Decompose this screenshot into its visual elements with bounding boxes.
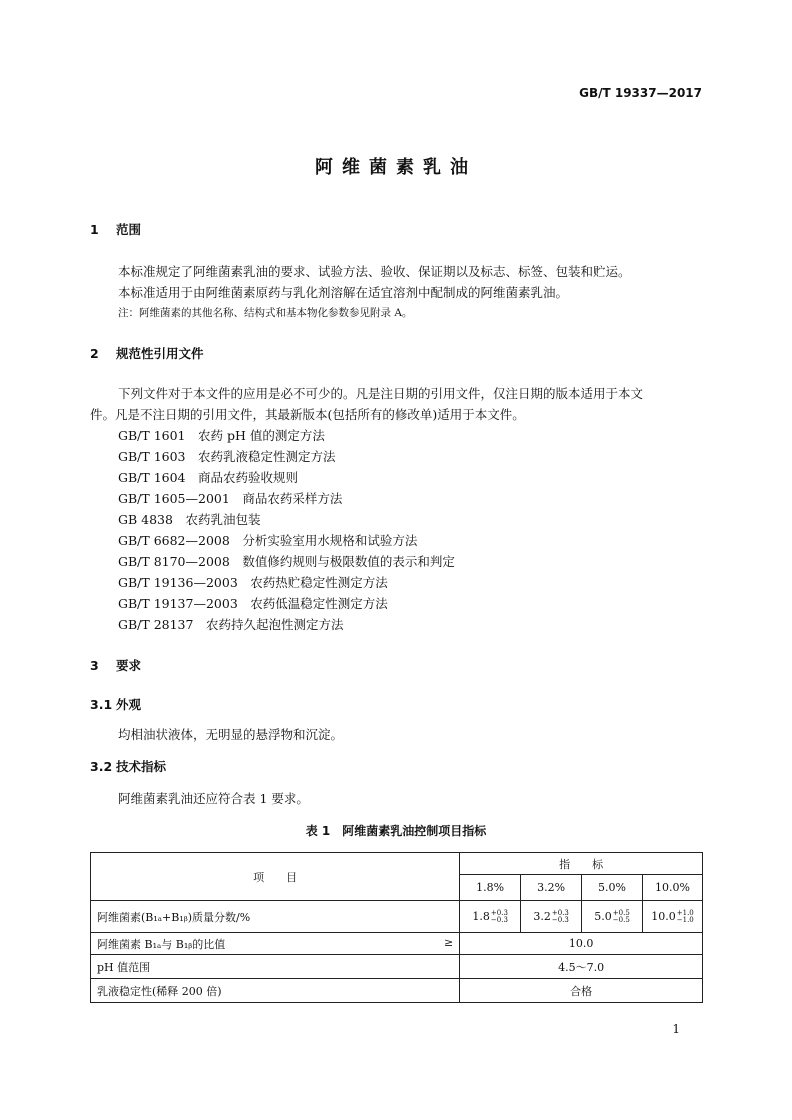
value-base: 10.0: [651, 909, 676, 923]
reference-item: GB 4838 农药乳油包装: [118, 512, 261, 527]
ratio-sign: ≥: [443, 935, 454, 949]
mass-fraction-value: [460, 901, 521, 933]
table-row: [91, 901, 703, 933]
value-base: 5.0: [594, 909, 612, 923]
section-title: 规范性引用文件: [116, 346, 204, 361]
section-title: 范围: [116, 222, 142, 237]
section-3-1-heading: [90, 695, 141, 713]
reference-item: GB/T 1604 商品农药验收规则: [118, 470, 299, 485]
appearance-text: 均相油状液体，无明显的悬浮物和沉淀。: [118, 727, 344, 742]
upper-tolerance: +0.3: [490, 908, 508, 917]
spec-table: [90, 852, 703, 1003]
normative-intro-line-2: 件。凡是不注日期的引用文件，其最新版本(包括所有的修改单)适用于本文件。: [90, 407, 525, 422]
scope-paragraph-1: 本标准规定了阿维菌素乳油的要求、试验方法、验收、保证期以及标志、标签、包装和贮运。: [118, 264, 631, 279]
section-title: 技术指标: [116, 759, 167, 774]
reference-item: GB/T 28137 农药持久起泡性测定方法: [118, 617, 344, 632]
section-number: 1: [90, 222, 99, 237]
document-code: GB/T 19337—2017: [579, 86, 702, 100]
emulsion-label: 乳液稳定性(稀释 200 倍): [91, 979, 460, 1003]
spec-header: 指 标: [460, 853, 703, 875]
mass-fraction-label: 阿维菌素(B₁ₐ+B₁ᵦ)质量分数/%: [91, 901, 460, 933]
section-1-heading: [90, 220, 141, 238]
mass-fraction-value: [521, 901, 582, 933]
section-number: 2: [90, 346, 99, 361]
lower-tolerance: −0.5: [612, 915, 630, 924]
grade-header: 3.2%: [521, 875, 582, 901]
section-title: 外观: [116, 697, 142, 712]
upper-tolerance: +1.0: [676, 908, 694, 917]
ratio-label: 阿维菌素 B₁ₐ与 B₁ᵦ的比值: [97, 937, 226, 951]
ratio-value: 10.0: [460, 933, 703, 955]
reference-item: GB/T 6682—2008 分析实验室用水规格和试验方法: [118, 533, 418, 548]
upper-tolerance: +0.5: [612, 908, 630, 917]
lower-tolerance: −0.3: [551, 915, 569, 924]
scope-paragraph-2: 本标准适用于由阿维菌素原药与乳化剂溶解在适宜溶剂中配制成的阿维菌素乳油。: [118, 285, 569, 300]
reference-item: GB/T 1603 农药乳液稳定性测定方法: [118, 449, 336, 464]
value-base: 3.2: [533, 909, 551, 923]
reference-item: GB/T 8170—2008 数值修约规则与极限数值的表示和判定: [118, 554, 455, 569]
grade-header: 10.0%: [643, 875, 703, 901]
page-number: 1: [672, 1022, 680, 1036]
normative-intro-line-1: 下列文件对于本文件的应用是必不可少的。凡是注日期的引用文件，仅注日期的版本适用于本文: [118, 386, 644, 401]
lower-tolerance: −0.3: [490, 915, 508, 924]
section-number: 3: [90, 658, 99, 673]
mass-fraction-value: [643, 901, 703, 933]
section-3-heading: [90, 656, 141, 674]
section-2-heading: [90, 344, 204, 362]
section-title: 要求: [116, 658, 142, 673]
section-number: 3.2: [90, 759, 113, 774]
item-header: 项 目: [91, 853, 460, 901]
ph-label: pH 值范围: [91, 955, 460, 979]
section-number: 3.1: [90, 697, 113, 712]
mass-fraction-value: [582, 901, 643, 933]
technical-intro: 阿维菌素乳油还应符合表 1 要求。: [118, 791, 309, 806]
scope-note: 注：阿维菌素的其他名称、结构式和基本物化参数参见附录 A。: [118, 307, 413, 319]
grade-header: 5.0%: [582, 875, 643, 901]
page-title: 阿维菌素乳油: [315, 157, 477, 178]
table-row: [91, 979, 703, 1003]
ph-value: 4.5～7.0: [460, 955, 703, 979]
table-caption: 表 1 阿维菌素乳油控制项目指标: [305, 824, 487, 838]
value-base: 1.8: [472, 909, 490, 923]
grade-header: 1.8%: [460, 875, 521, 901]
upper-tolerance: +0.3: [551, 908, 569, 917]
table-row: [91, 955, 703, 979]
table-row: [91, 933, 703, 955]
ratio-label-cell: [91, 933, 460, 955]
reference-item: GB/T 1605—2001 商品农药采样方法: [118, 491, 343, 506]
emulsion-value: 合格: [460, 979, 703, 1003]
reference-item: GB/T 1601 农药 pH 值的测定方法: [118, 428, 325, 443]
table-header-row: [91, 853, 703, 875]
reference-item: GB/T 19136—2003 农药热贮稳定性测定方法: [118, 575, 388, 590]
reference-item: GB/T 19137—2003 农药低温稳定性测定方法: [118, 596, 388, 611]
lower-tolerance: −1.0: [676, 915, 694, 924]
section-3-2-heading: [90, 757, 166, 775]
